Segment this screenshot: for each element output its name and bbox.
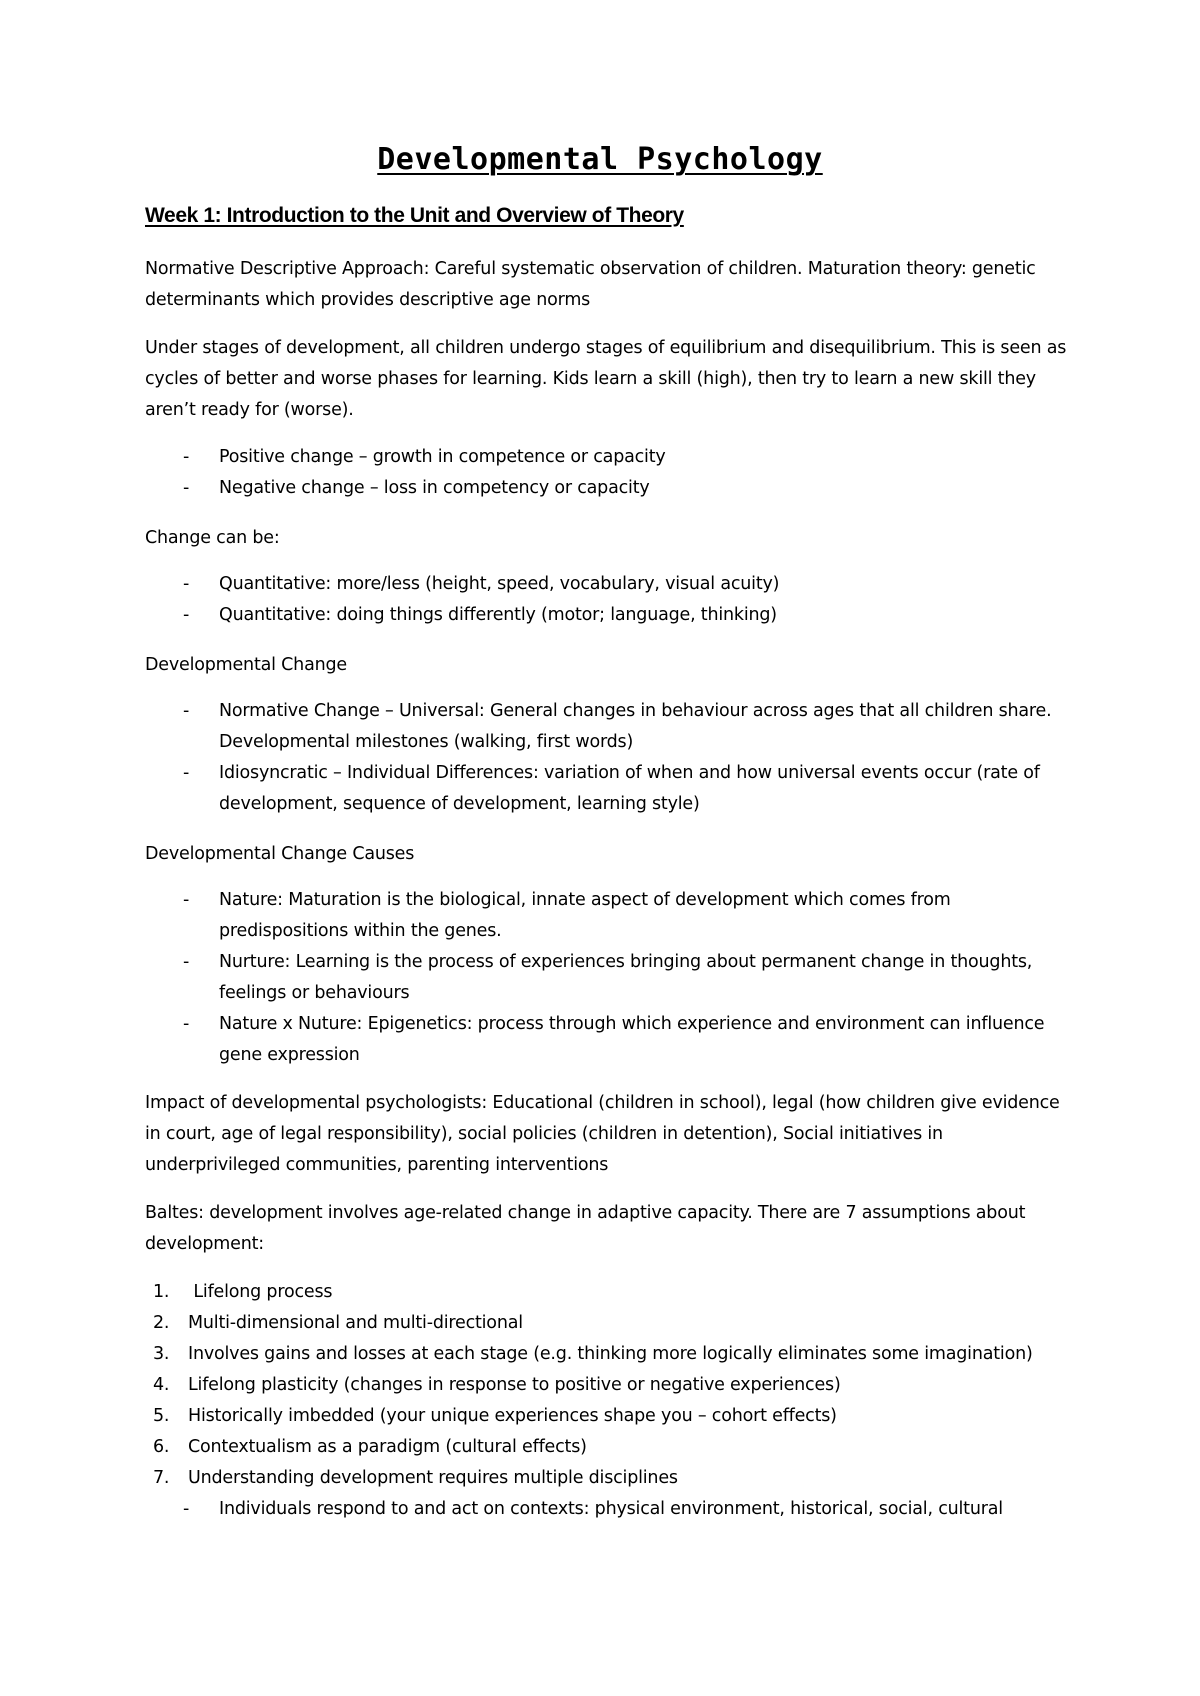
number-marker: 7.: [153, 1468, 170, 1488]
bullet-marker: -: [183, 952, 190, 972]
list-item: 6. Contextualism as a paradigm (cultural effects): [145, 1432, 1075, 1463]
number-marker: 6.: [153, 1437, 170, 1457]
bullet-marker: -: [183, 605, 190, 625]
paragraph-change-can-be: Change can be:: [145, 528, 280, 548]
assumptions-sublist: [145, 1494, 1075, 1525]
list-item: - Nature: Maturation is the biological, innate aspect of development which comes from predispositions within the genes.: [145, 885, 1075, 947]
number-marker: 1.: [153, 1282, 170, 1302]
bullet-marker: -: [183, 447, 190, 467]
document-title: Developmental Psychology: [377, 142, 823, 177]
bullet-marker: -: [183, 1014, 190, 1034]
number-marker: 2.: [153, 1313, 170, 1333]
number-marker: 4.: [153, 1375, 170, 1395]
paragraph-change-causes: Developmental Change Causes: [145, 844, 415, 864]
list-item: - Positive change – growth in competence or capacity: [145, 442, 1075, 473]
assumptions-list: [145, 1277, 1075, 1494]
list-item: 7. Understanding development requires multiple disciplines: [145, 1463, 1075, 1494]
list-item: - Quantitative: doing things differently (motor; language, thinking): [145, 600, 1075, 631]
list-item: - Negative change – loss in competency or capacity: [145, 473, 1075, 504]
week-heading: Week 1: Introduction to the Unit and Overview of Theory: [145, 204, 684, 227]
list-item: - Nature x Nuture: Epigenetics: process through which experience and environment can influence gene expression: [145, 1009, 1075, 1071]
list-item: 3. Involves gains and losses at each stage (e.g. thinking more logically eliminates some imagination): [145, 1339, 1075, 1370]
change-causes-list: [145, 885, 1075, 1071]
bullet-marker: -: [183, 478, 190, 498]
bullet-marker: -: [183, 763, 190, 783]
list-item: - Nurture: Learning is the process of experiences bringing about permanent change in thoughts, feelings or behaviours: [145, 947, 1075, 1009]
paragraph-developmental-change: Developmental Change: [145, 655, 347, 675]
number-marker: 5.: [153, 1406, 170, 1426]
change-list: [145, 442, 1075, 504]
number-marker: 3.: [153, 1344, 170, 1364]
list-item: 4. Lifelong plasticity (changes in response to positive or negative experiences): [145, 1370, 1075, 1401]
paragraph-stages: Under stages of development, all children undergo stages of equilibrium and disequilibrium. This is seen as cycles of better and worse phases for learning. Kids learn a skill (high), then try to learn a new skill they aren’t ready for (worse).: [145, 338, 1067, 420]
list-item: - Normative Change – Universal: General changes in behaviour across ages that all children share. Developmental milestones (walking, first words): [145, 696, 1075, 758]
list-item: - Quantitative: more/less (height, speed, vocabulary, visual acuity): [145, 569, 1075, 600]
list-item: - Individuals respond to and act on contexts: physical environment, historical, social, cultural: [145, 1494, 1075, 1525]
list-item: - Idiosyncratic – Individual Differences: variation of when and how universal events occur (rate of development, sequence of development, learning style): [145, 758, 1075, 820]
bullet-marker: -: [183, 890, 190, 910]
list-item: 1. Lifelong process: [145, 1277, 1075, 1308]
bullet-marker: -: [183, 574, 190, 594]
bullet-marker: -: [183, 1499, 190, 1519]
paragraph-normative-approach: Normative Descriptive Approach: Careful systematic observation of children. Maturation theory: genetic determinants which provides descriptive age norms: [145, 259, 1036, 310]
list-item: 2. Multi-dimensional and multi-directional: [145, 1308, 1075, 1339]
change-types-list: [145, 569, 1075, 631]
list-item: 5. Historically imbedded (your unique experiences shape you – cohort effects): [145, 1401, 1075, 1432]
paragraph-impact: Impact of developmental psychologists: Educational (children in school), legal (how children give evidence in court, age of legal responsibility), social policies (children in detention), Social initiatives in underprivileged communities, parenting interventions: [145, 1093, 1060, 1175]
developmental-change-list: [145, 696, 1075, 820]
paragraph-baltes: Baltes: development involves age-related change in adaptive capacity. There are 7 assumptions about development:: [145, 1203, 1026, 1254]
bullet-marker: -: [183, 701, 190, 721]
